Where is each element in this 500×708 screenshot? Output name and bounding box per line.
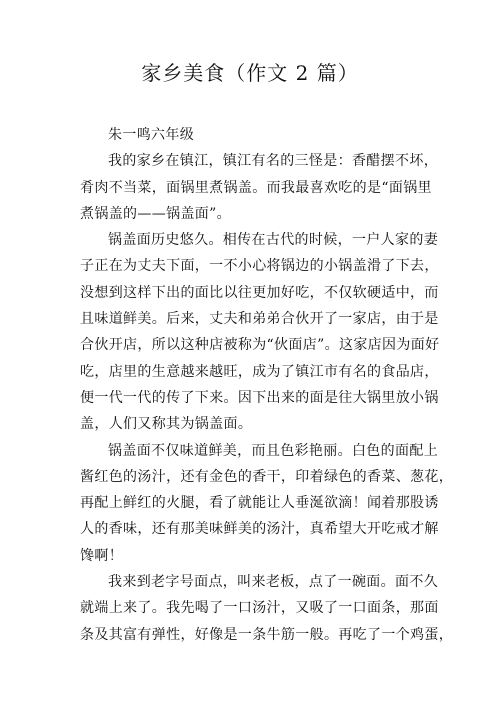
text-line: 盖，人们又称其为锅盖面。 [80,416,253,433]
text-line: 我的家乡在镇江，镇江有名的三怪是：香醋摆不坏， [108,153,439,170]
author-line: 朱一鸣六年级 [108,127,195,143]
text-line: 锅盖面历史悠久。相传在古代的时候，一户人家的妻 [108,232,439,249]
page-title: 家乡美食（作文 2 篇） [141,61,359,85]
text-line: 就端上来了。我先喝了一口汤汁，又吸了一口面条，那面 [80,600,439,617]
text-line: 煮锅盖的——锅盖面”。 [80,205,232,222]
essay-body [80,122,454,648]
text-line: 便一代一代的传了下来。因下出来的面是往大锅里放小锅 [80,389,439,406]
text-line: 我来到老字号面点，叫来老板，点了一碗面。面不久 [108,574,439,591]
text-line: 人的香味，还有那美味鲜美的汤汁，真希望大开吃戒才解 [80,521,439,538]
text-line: 馋啊！ [80,547,124,564]
text-line: 没想到这样下出的面比以往更加好吃，不仅软硬适中，而 [80,284,439,301]
text-line: 肴肉不当菜，面锅里煮锅盖。而我最喜欢吃的是“面锅里 [80,179,432,196]
text-line: 锅盖面不仅味道鲜美，而且色彩艳丽。白色的面配上 [108,442,439,459]
text-line: 且味道鲜美。后来，丈夫和弟弟合伙开了一家店，由于是 [80,311,439,328]
text-line: 吃，店里的生意越来越旺，成为了镇江市有名的食品店， [80,363,439,380]
text-line: 合伙开店，所以这种店被称为“伙面店”。这家店因为面好 [80,337,440,354]
text-line: 酱红色的汤汁，还有金色的香干，印着绿色的香菜、葱花， [80,468,454,485]
text-line: 再配上鲜红的火腿，看了就能让人垂涎欲滴！闻着那股诱 [80,495,439,512]
text-line: 条及其富有弹性，好像是一条牛筋一般。再吃了一个鸡蛋， [80,626,454,643]
text-line: 子正在为丈夫下面，一不小心将锅边的小锅盖滑了下去， [80,258,439,275]
